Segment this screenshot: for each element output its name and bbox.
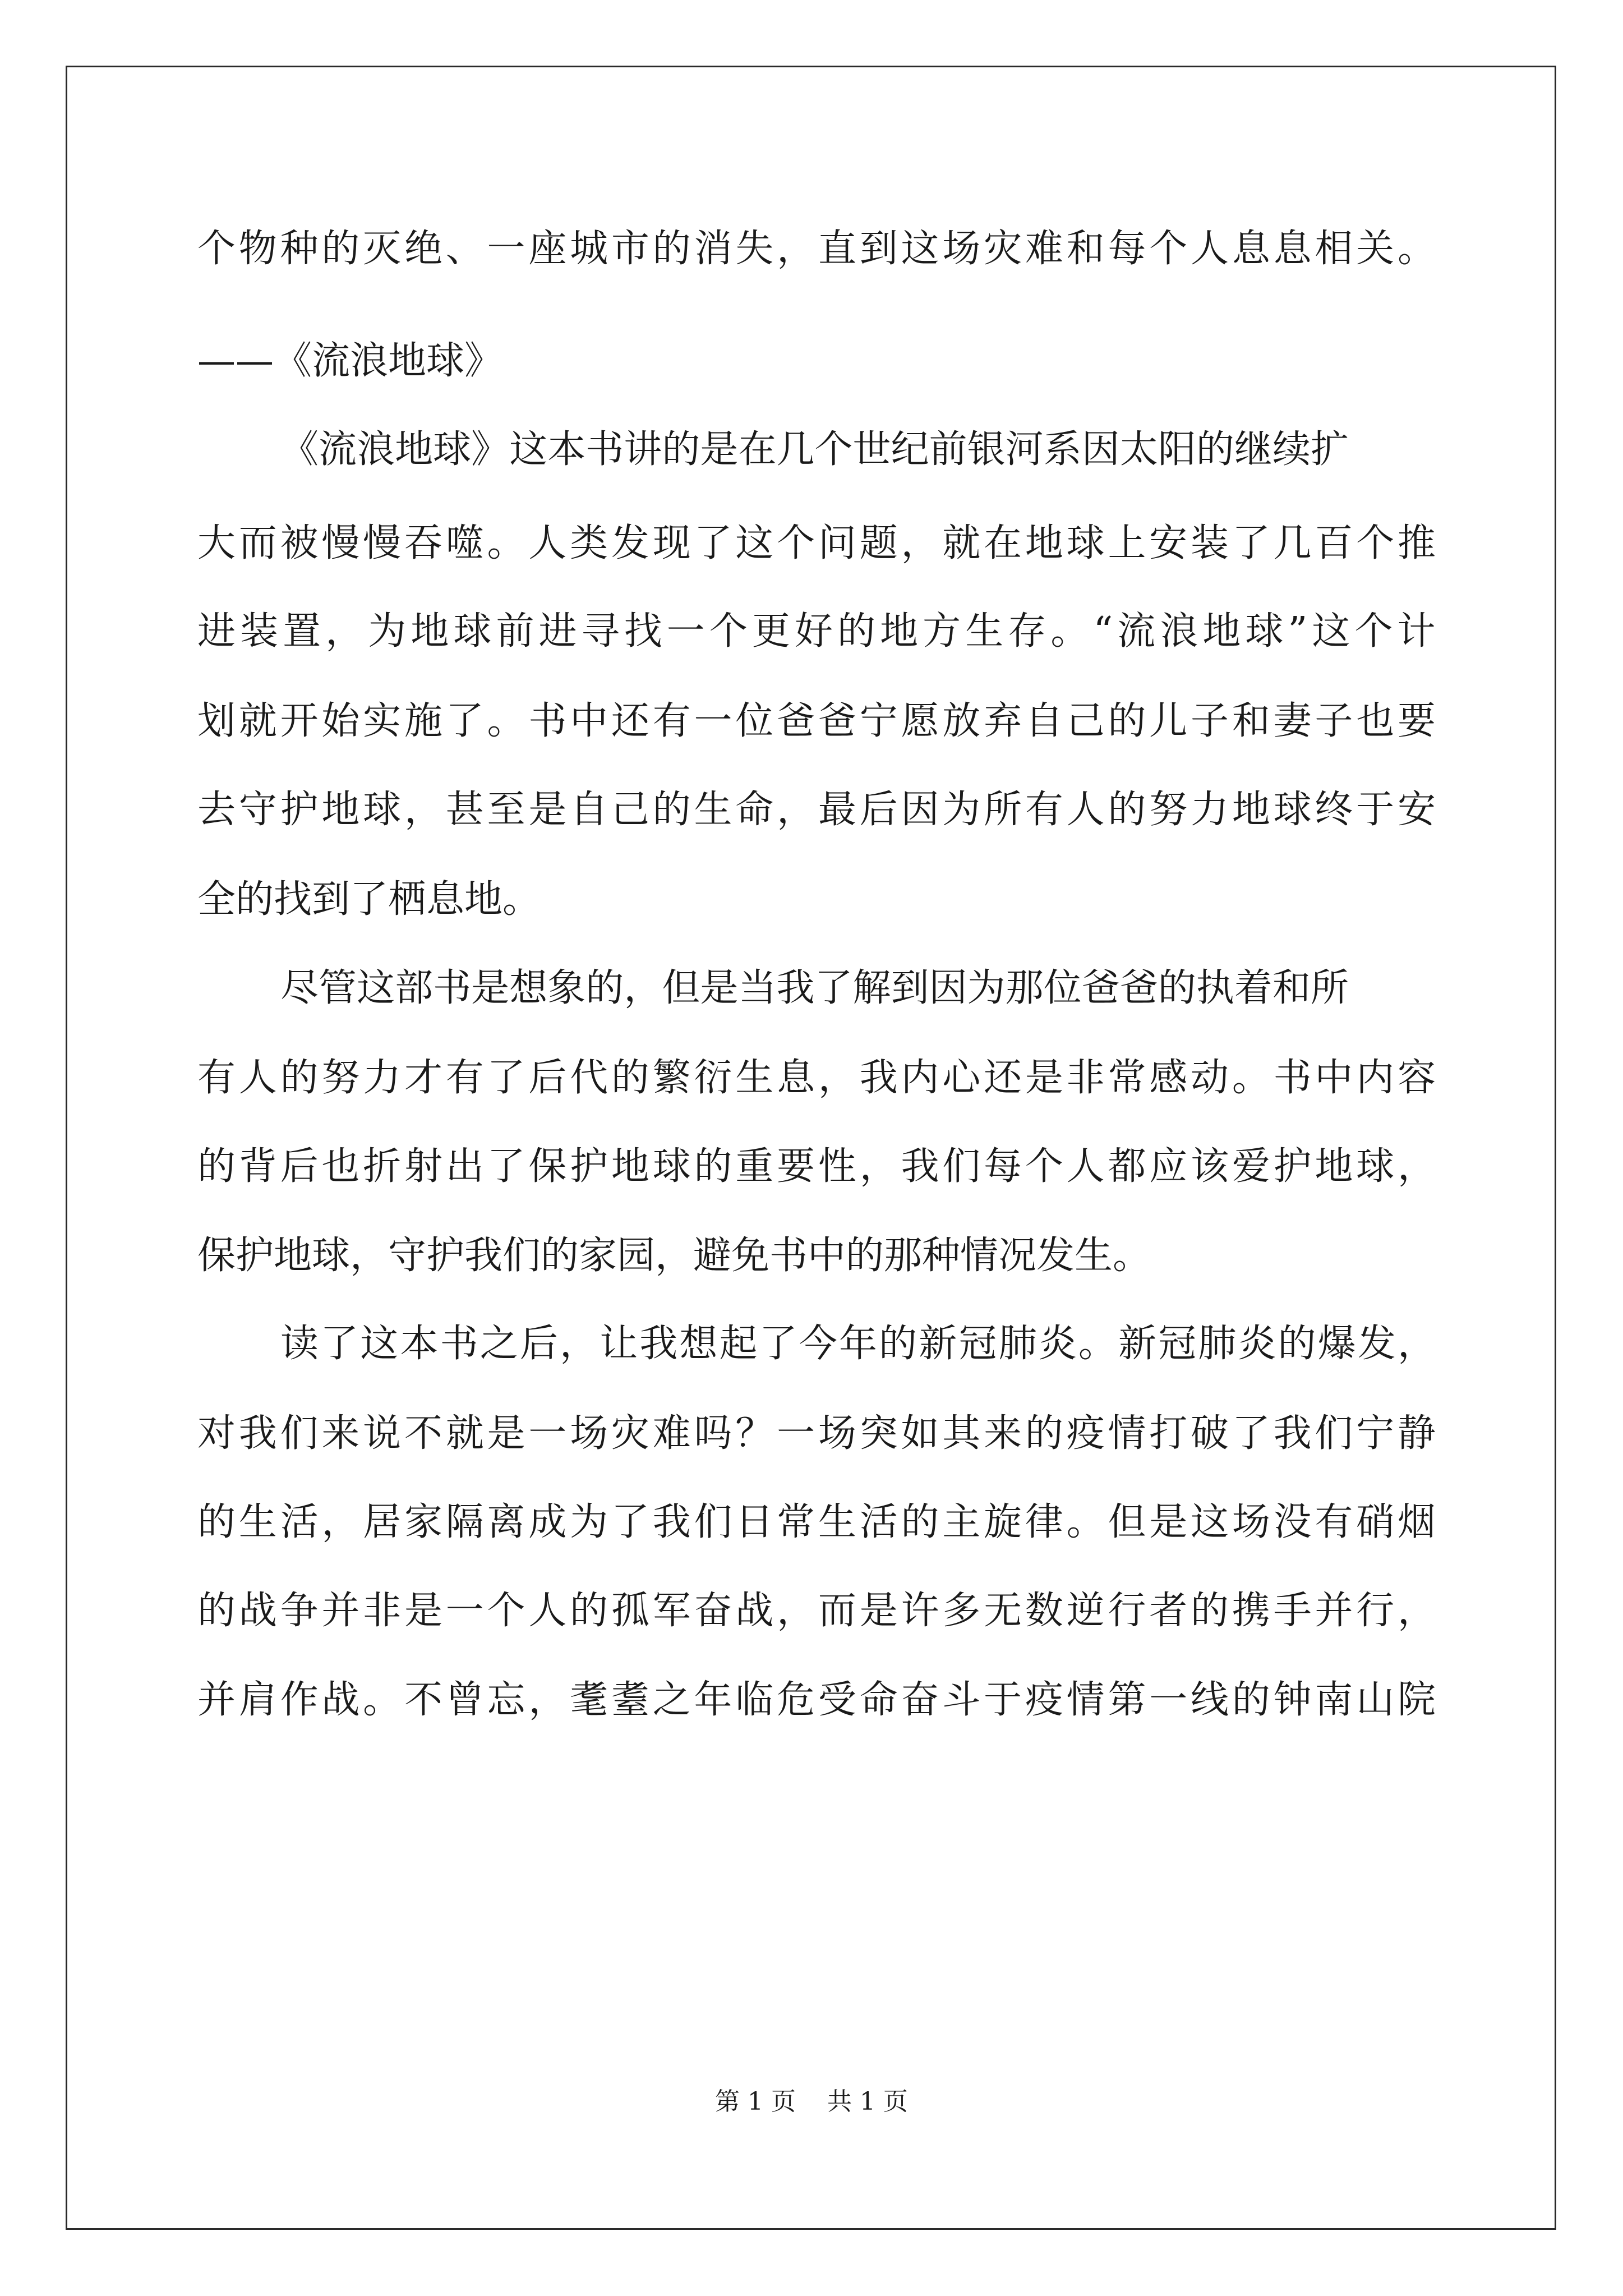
body-text-line: 并肩作战。不曾忘，耄耋之年临危受命奋斗于疫情第一线的钟南山院 — [197, 1678, 1439, 1722]
body-text-line: 对我们来说不就是一场灾难吗？一场突如其来的疫情打破了我们宁静 — [197, 1411, 1439, 1456]
quote-attribution: ——《流浪地球》 — [197, 339, 503, 383]
body-text-line: 进装置，为地球前进寻找一个更好的地方生存。“流浪地球”这个计 — [197, 609, 1440, 654]
body-text-line: 全的找到了栖息地。 — [197, 877, 541, 922]
body-text-line: 的战争并非是一个人的孤军奋战，而是许多无数逆行者的携手并行， — [197, 1589, 1439, 1633]
body-text-line: 划就开始实施了。书中还有一位爸爸宁愿放弃自己的儿子和妻子也要 — [197, 699, 1439, 743]
body-text-line: 有人的努力才有了后代的繁衍生息，我内心还是非常感动。书中内容 — [197, 1056, 1439, 1100]
body-text-line: 读了这本书之后，让我想起了今年的新冠肺炎。新冠肺炎的爆发， — [280, 1322, 1438, 1366]
page-number-footer: 第 1 页 共 1 页 — [715, 2087, 908, 2116]
body-text-line: 的生活，居家隔离成为了我们日常生活的主旋律。但是这场没有硝烟 — [197, 1500, 1439, 1544]
body-text-line: 去守护地球，甚至是自己的生命，最后因为所有人的努力地球终于安 — [197, 788, 1439, 832]
body-text-line: 保护地球，守护我们的家园，避免书中的那种情况发生。 — [197, 1234, 1151, 1278]
body-text-line: 大而被慢慢吞噬。人类发现了这个问题，就在地球上安装了几百个推 — [197, 521, 1439, 565]
body-text-line: 的背后也折射出了保护地球的重要性，我们每个人都应该爱护地球， — [197, 1144, 1439, 1189]
body-text-line: 尽管这部书是想象的，但是当我了解到因为那位爸爸的执着和所 — [280, 966, 1349, 1010]
body-text-line: 个物种的灭绝、一座城市的消失，直到这场灾难和每个人息息相关。 — [197, 227, 1439, 271]
body-text-line: 《流浪地球》这本书讲的是在几个世纪前银河系因太阳的继续扩 — [280, 427, 1349, 472]
